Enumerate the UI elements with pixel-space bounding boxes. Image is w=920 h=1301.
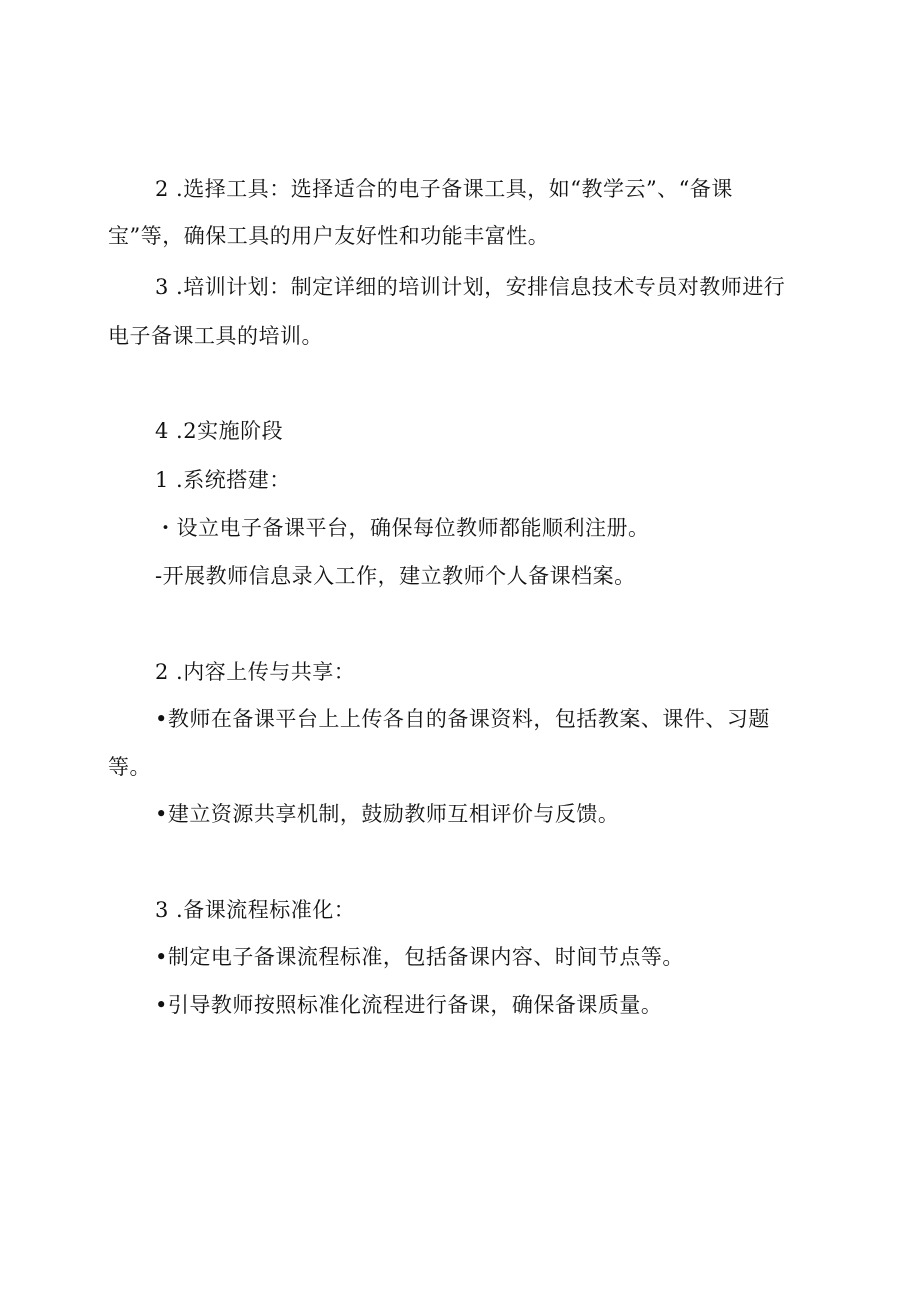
bullet-upload-materials: •教师在备课平台上上传各自的备课资料，包括教案、课件、习题 [155,707,770,731]
bullet-process-standard: •制定电子备课流程标准，包括备课内容、时间节点等。 [155,945,684,969]
section-heading-implementation: 4 .2实施阶段 [155,419,284,443]
paragraph-training-plan-cont: 电子备课工具的培训。 [108,324,323,348]
item-system-setup: 1 .系统搭建： [155,468,291,492]
bullet-teacher-info: -开展教师信息录入工作，建立教师个人备课档案。 [155,564,636,588]
paragraph-training-plan: 3 .培训计划：制定详细的培训计划，安排信息技术专员对教师进行 [155,275,786,299]
item-process-standardization: 3 .备课流程标准化： [155,898,356,922]
bullet-guide-teachers: •引导教师按照标准化流程进行备课，确保备课质量。 [155,993,663,1017]
bullet-resource-sharing: •建立资源共享机制，鼓励教师互相评价与反馈。 [155,802,620,826]
bullet-upload-materials-cont: 等。 [108,755,151,779]
paragraph-select-tools-cont: 宝”等，确保工具的用户友好性和功能丰富性。 [108,224,550,248]
item-content-upload: 2 .内容上传与共享： [155,660,356,684]
paragraph-select-tools: 2 .选择工具：选择适合的电子备课工具，如“教学云”、“备课 [155,177,733,201]
bullet-setup-platform: ・设立电子备课平台，确保每位教师都能顺利注册。 [155,516,650,540]
